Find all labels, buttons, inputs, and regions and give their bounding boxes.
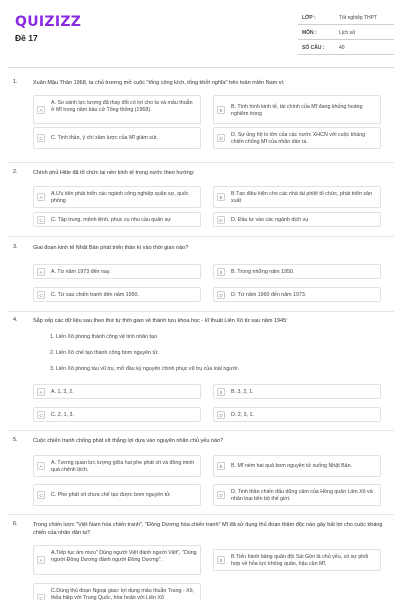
option-text: D. 2, 3, 1. [231, 411, 254, 418]
meta-count-key: SỐ CÂU : [302, 45, 325, 51]
option-text: C. Tập trung, mệnh lệnh, phục vụ nhu cầu quân sự [51, 216, 171, 223]
header-divider [8, 67, 394, 68]
option-c[interactable] [33, 484, 201, 506]
option-text: B. Trong những năm 1950. [231, 268, 295, 275]
option-d[interactable] [213, 407, 381, 422]
option-text: B. Mĩ ném hai quả bom nguyên tử xuống Nhật Bản. [231, 463, 353, 469]
option-c[interactable] [33, 407, 201, 422]
option-text: D. Đầu tư vào các ngành dịch vụ [231, 216, 309, 223]
option-letter: A [37, 106, 45, 114]
option-d[interactable] [213, 287, 381, 302]
option-text: B.Tạo điều kiện cho các nhà tài phiệt tổ chức, phát triển sản xuất [231, 190, 373, 204]
option-letter: A [37, 462, 45, 470]
option-c[interactable] [33, 583, 201, 600]
question-number: 6. [13, 521, 18, 527]
option-b[interactable] [213, 264, 381, 279]
option-text: A. Từ năm 1973 đến nay. [51, 268, 111, 275]
option-letter: C [37, 594, 45, 600]
option-text: B. 3, 2, 1. [231, 388, 254, 395]
option-letter: A [37, 268, 45, 276]
option-text: A. So sánh lực lượng đã thay đổi có lợi cho ta vả mâu thuẫn ở Mĩ trong năm bầu cử Tổng thống (1968). [51, 100, 193, 113]
option-letter: C [37, 291, 45, 299]
question-divider [8, 514, 394, 515]
option-letter: C [37, 134, 45, 142]
option-letter: D [217, 134, 225, 142]
list-item: 3. Liên Xô phóng tàu vũ trụ, mở đầu kỷ nguyên chinh phục vũ trụ của loài người. [50, 366, 239, 372]
meta-subject-value: Lịch sử [339, 30, 356, 36]
worksheet-header [0, 0, 400, 62]
question-number: 1. [13, 79, 18, 85]
question-divider [8, 162, 394, 163]
option-text: D. Sự ủng hộ to lớn của các nước XHCN với cuộc kháng chiến chống Mĩ của nhân dân ta. [231, 131, 366, 145]
option-text: C. 2, 1, 3. [51, 411, 74, 418]
question-number: 5. [13, 437, 18, 443]
list-item: 2. Liên Xô chế tạo thành công bom nguyên tử. [50, 350, 159, 356]
option-a[interactable] [33, 455, 201, 477]
option-a[interactable] [33, 384, 201, 399]
option-c[interactable] [33, 287, 201, 302]
question-divider [8, 311, 394, 312]
option-letter: D [217, 216, 225, 224]
option-letter: B [217, 462, 225, 470]
option-text: A. 1, 3, 2. [51, 388, 74, 395]
option-d[interactable] [213, 212, 381, 227]
option-letter: D [217, 491, 225, 499]
option-letter: D [217, 411, 225, 419]
option-letter: B [217, 268, 225, 276]
option-letter: A [37, 556, 45, 564]
question-text: Chính phủ Hitle đã tổ chức lại nền kinh tế trong nước theo hướng: [33, 170, 195, 176]
question-text: Giai đoạn kinh tế Nhật Bản phát triển thần kì vào thời gian nào? [33, 245, 189, 251]
option-letter: B [217, 388, 225, 396]
question-text: Sắp xếp các dữ liệu sau theo thứ tự thời gian về thành tựu khoa học - kĩ thuật Liên Xô từ sau năm 1945: [33, 318, 288, 324]
option-c[interactable] [33, 212, 201, 227]
meta-class-key: LỚP : [302, 15, 316, 21]
quizizz-logo: QUIZIZZ [15, 14, 82, 30]
option-b[interactable] [213, 95, 381, 124]
option-letter: C [37, 491, 45, 499]
question-divider [8, 236, 394, 237]
option-b[interactable] [213, 549, 381, 571]
option-letter: B [217, 556, 225, 564]
option-a[interactable] [33, 186, 201, 208]
option-letter: A [37, 193, 45, 201]
option-letter: C [37, 216, 45, 224]
option-c[interactable] [33, 127, 201, 149]
question-text: Cuộc chiến tranh chống phát xít thắng lợi dựa vào nguyên nhân chủ yếu nào? [33, 438, 224, 444]
option-b[interactable] [213, 384, 381, 399]
meta-class-value: Tốt nghiệp THPT [339, 15, 377, 21]
question-divider [8, 430, 394, 431]
option-a[interactable] [33, 264, 201, 279]
question-text: Trong chiến lược "Việt Nam hóa chiến tranh", "Đông Dương hóa chiến tranh" Mĩ đã sử dụng thủ đoạn thâm độc nào gây bất lợi cho cuộc kháng chiến của nhân dân ta? [33, 522, 383, 536]
option-letter: D [217, 291, 225, 299]
option-text: C.Dùng thủ đoạn Ngoại giao: lợi dụng mâu thuẫn Trung - Xô, thỏa hiệp với Trung Quốc, hòa hoãn với Liên Xô [51, 588, 195, 600]
option-text: A.Ưu tiên phát triển các ngành công nghiệp quân sự, quốc phòng [51, 190, 189, 204]
meta-count-value: 40 [339, 45, 345, 51]
option-text: C. Phe phát xít chưa chế tạo được bom nguyên tử. [51, 492, 172, 498]
option-b[interactable] [213, 186, 381, 208]
option-text: C. Tinh thần, ý chí xâm lược của Mĩ giảm sút. [51, 135, 158, 141]
question-text: Xuân Mậu Thân 1968, ta chủ trương mở cuộc "tổng công kích, tổng khởi nghĩa" trên toàn miền Nam vì: [33, 80, 285, 86]
option-b[interactable] [213, 455, 381, 477]
option-text: A. Tương quan lực lượng giữa hai phe phát xít và đồng minh quá chênh lệch. [51, 459, 195, 473]
question-number: 3. [13, 244, 18, 250]
option-text: D. Tinh thần chiến đấu dũng cảm của Hồng quân Liên Xô và nhân loại tiến bộ thế giới. [231, 488, 373, 502]
option-d[interactable] [213, 484, 381, 506]
option-d[interactable] [213, 127, 381, 149]
option-letter: C [37, 411, 45, 419]
option-text: A.Tiếp tục âm mưu" Dùng người Việt đánh người Việt", "Dùng người Đông Dương đánh người Đông Dương". [51, 550, 197, 563]
option-text: B. Tình hình kinh tế, tài chính của Mĩ đang khủng hoảng nghiêm trọng [231, 104, 363, 117]
option-text: C. Từ sau chiến tranh đến năm 1950. [51, 291, 139, 298]
list-item: 1. Liên Xô phóng thành công vệ tinh nhân tạo [50, 334, 157, 340]
option-a[interactable] [33, 95, 201, 124]
option-text: D. Từ năm 1960 đến năm 1973. [231, 291, 307, 298]
option-text: B.Tiến hành bảng quân đội Sài Gòn là chủ yếu, có sự phối hợp về hỏa lực không quân, hậu cần Mĩ. [231, 553, 369, 567]
meta-subject-key: MÔN : [302, 30, 317, 36]
option-letter: A [37, 388, 45, 396]
option-letter: B [217, 106, 225, 114]
question-number: 2. [13, 169, 18, 175]
page-title: Đề 17 [15, 33, 38, 43]
option-letter: B [217, 193, 225, 201]
question-number: 4. [13, 317, 18, 323]
option-a[interactable] [33, 545, 201, 575]
